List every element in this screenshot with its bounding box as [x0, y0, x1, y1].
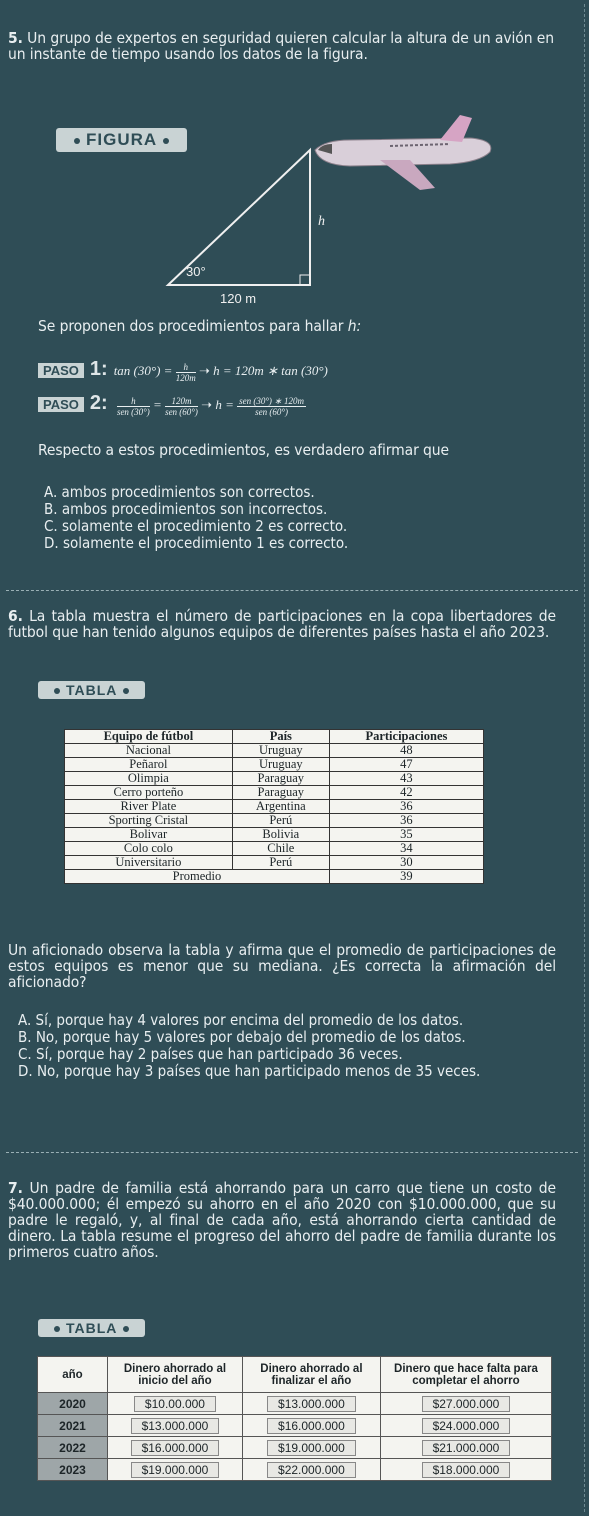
option-c[interactable]: C. Sí, porque hay 2 países que han participado 36 veces.: [18, 1045, 403, 1063]
paso-1-formula: PASO 1: tan (30°) = $\frac{h}{120m}$ ➝ h = 120m ∗ tan (30°): [38, 358, 328, 383]
option-b[interactable]: B. No, porque hay 5 valores por debajo del promedio de los datos.: [18, 1028, 466, 1046]
procedures-intro: [38, 318, 586, 334]
question-number: 7.: [8, 1179, 23, 1197]
question-5-text: [8, 30, 556, 62]
label-h: h: [318, 214, 325, 229]
question-6-options: [10, 1012, 550, 1080]
table-row: Colo colo Chile 34: [65, 842, 484, 856]
table-row: River Plate Argentina 36: [65, 800, 484, 814]
paso-2-tag: PASO: [38, 397, 84, 412]
paso-1-fraction: $\frac{h}{120m}$: [175, 361, 196, 383]
question-5-options: [36, 484, 584, 552]
option-d[interactable]: D. solamente el procedimiento 1 es correcto.: [44, 534, 349, 552]
intro-var: h:: [347, 317, 362, 335]
table-row: Cerro porteño Paraguay 42: [65, 786, 484, 800]
table-row: 2023 $19.000.000 $22.000.000 $18.000.000: [38, 1459, 552, 1481]
table-row: 2022 $16.000.000 $19.000.000 $21.000.000: [38, 1437, 552, 1459]
question-number: 5.: [8, 29, 23, 47]
right-angle-mark: [300, 275, 310, 285]
divider: [6, 590, 578, 591]
question-7-text: [8, 1180, 556, 1260]
col-header: año: [38, 1357, 108, 1393]
option-a[interactable]: A. ambos procedimientos son correctos.: [44, 483, 315, 501]
table-row: Sporting Cristal Perú 36: [65, 814, 484, 828]
table-row: Peñarol Uruguay 47: [65, 758, 484, 772]
label-base: 120 m: [220, 291, 257, 306]
airplane-icon: [315, 115, 491, 190]
col-header: Dinero ahorrado al inicio del año: [108, 1357, 243, 1393]
col-header: Participaciones: [329, 730, 483, 744]
col-header: Dinero que hace falta para completar el ahorro: [380, 1357, 551, 1393]
option-c[interactable]: C. solamente el procedimiento 2 es correcto.: [44, 517, 348, 535]
option-a[interactable]: A. Sí, porque hay 4 valores por encima del promedio de los datos.: [18, 1011, 464, 1029]
question-6-prompt: Un aficionado observa la tabla y afirma que el promedio de participaciones de estos equipos es menor que su mediana. ¿Es correcta la afirmación del aficionado?: [8, 941, 556, 991]
figure-tag-label: FIGURA: [86, 130, 158, 149]
paso-1-lhs: tan (30°) =: [113, 363, 173, 378]
table-row: 2020 $10.00.000 $13.000.000 $27.000.000: [38, 1393, 552, 1415]
airplane-figure: [150, 110, 510, 310]
paso-1-number: 1:: [89, 358, 108, 380]
table-row: Universitario Perú 30: [65, 856, 484, 870]
table-tag-label: TABLA: [66, 682, 118, 698]
savings-table: [37, 1356, 552, 1481]
participations-table: [64, 729, 484, 884]
col-header: País: [232, 730, 329, 744]
question-number: 6.: [8, 607, 23, 625]
table-row: Nacional Uruguay 48: [65, 744, 484, 758]
table-row: Olimpia Paraguay 43: [65, 772, 484, 786]
paso-2-number: 2:: [89, 392, 108, 414]
question-6-text: [8, 608, 556, 640]
table-tag: [38, 1318, 145, 1337]
label-angle: 30°: [186, 264, 206, 279]
paso-1-tag: PASO: [38, 363, 84, 378]
paso-2-formula: PASO 2: $\frac{h}{\text{sen (30°)}}$ = $\frac{120m}{\text{sen (60°)}}$ ➝ h = $\frac{\text{sen (30°) ∗ 120m}}{\text{sen (60°)}}$: [38, 392, 306, 417]
average-row: Promedio 39: [65, 870, 484, 884]
table-row: Bolivar Bolivia 35: [65, 828, 484, 842]
table-tag: [38, 680, 145, 699]
option-d[interactable]: D. No, porque hay 3 países que han participado menos de 35 veces.: [18, 1062, 481, 1080]
question-5-prompt: Respecto a estos procedimientos, es verdadero afirmar que: [38, 441, 450, 459]
divider: [6, 1152, 578, 1153]
question-body: Un padre de familia está ahorrando para un carro que tiene un costo de $40.000.000; él empezó su ahorro en el año 2020 con $10.000.000, que su padre le regaló, y, al final de cada año, está ahorrando cierta cantidad de dinero. La tabla resume el progreso del ahorro del padre de familia durante los primeros cuatro años.: [8, 1179, 557, 1261]
col-header: Dinero ahorrado al finalizar el año: [242, 1357, 380, 1393]
option-b[interactable]: B. ambos procedimientos son incorrectos.: [44, 500, 328, 518]
question-body: Un grupo de expertos en seguridad quieren calcular la altura de un avión en un instante de tiempo usando los datos de la figura.: [8, 29, 555, 63]
col-header: Equipo de fútbol: [65, 730, 233, 744]
table-row: 2021 $13.000.000 $16.000.000 $24.000.000: [38, 1415, 552, 1437]
paso-1-rhs: h = 120m ∗ tan (30°): [213, 363, 328, 378]
question-body: La tabla muestra el número de participaciones en la copa libertadores de futbol que han tenido algunos equipos de diferentes países hasta el año 2023.: [8, 607, 556, 641]
table-tag-label: TABLA: [66, 1320, 118, 1336]
intro-text: Se proponen dos procedimientos para hallar: [38, 317, 344, 335]
